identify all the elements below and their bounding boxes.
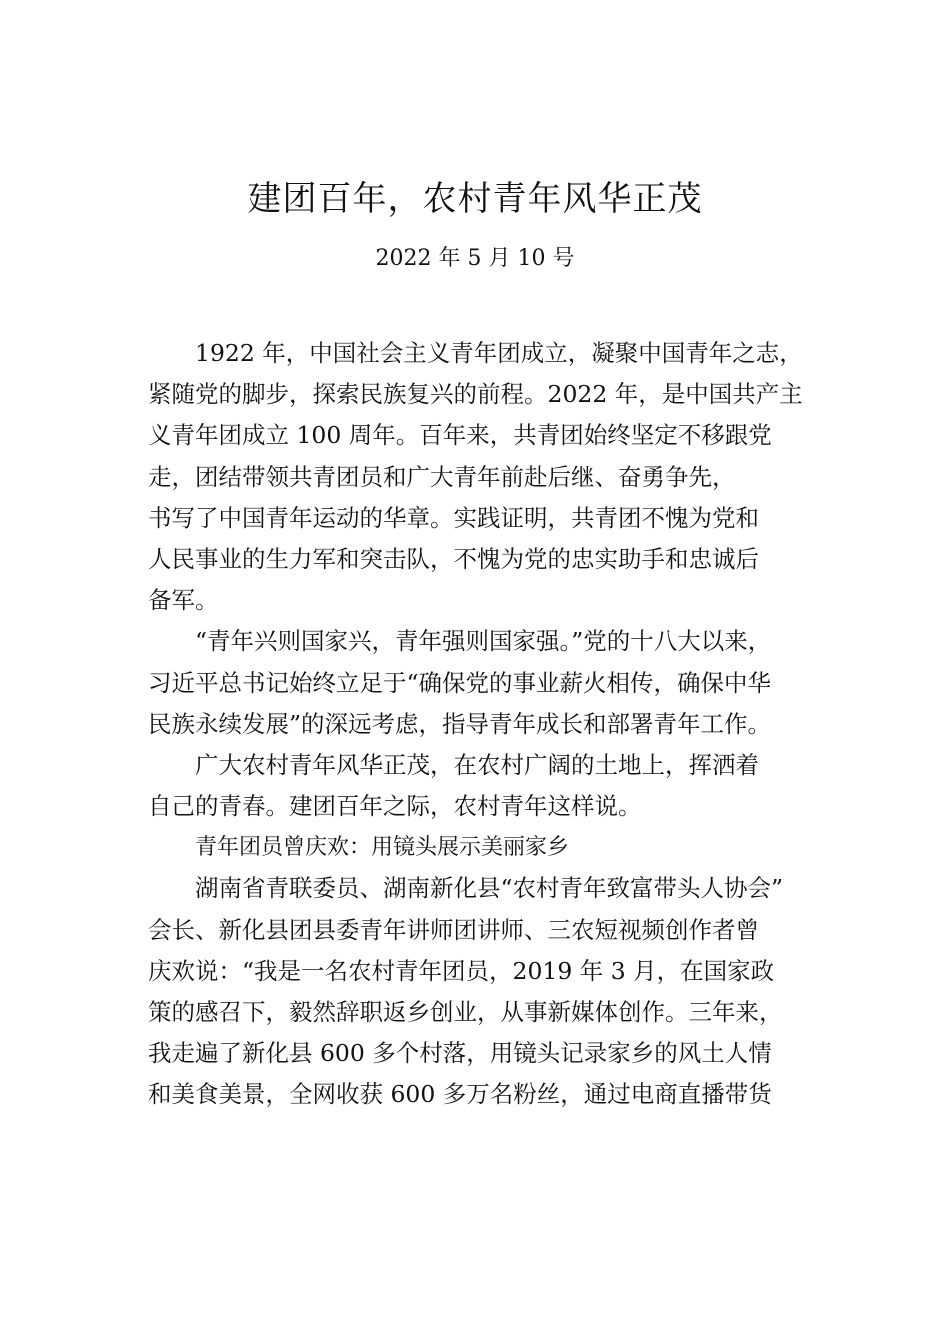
- paragraph-line: 湖南省青联委员、湖南新化县“农村青年致富带头人协会”: [195, 874, 784, 903]
- paragraph-line: 和美食美景，全网收获 600 多万名粉丝，通过电商直播带货: [148, 1080, 772, 1109]
- paragraph-quote: [148, 621, 828, 745]
- paragraph-line: 民族永续发展”的深远考虑，指导青年成长和部署青年工作。: [148, 709, 772, 738]
- paragraph-line: 义青年团成立 100 周年。百年来，共青团始终坚定不移跟党: [148, 421, 772, 450]
- paragraph-line: 我走遍了新化县 600 多个村落，用镜头记录家乡的风土人情: [148, 1039, 772, 1068]
- paragraph-line: 1922 年，中国社会主义青年团成立，凝聚中国青年之志，: [195, 339, 803, 367]
- paragraph-line: 广大农村青年风华正茂，在农村广阔的土地上，挥洒着: [195, 750, 759, 779]
- paragraph-zeng-qinghuan: [148, 868, 828, 1115]
- document-date: 2022 年 5 月 10 号: [375, 246, 575, 271]
- paragraph-line: 习近平总书记始终立足于“确保党的事业薪火相传，确保中华: [148, 668, 772, 697]
- paragraph-line: 自己的青春。建团百年之际，农村青年这样说。: [148, 792, 642, 821]
- paragraph-line: 会长、新化县团县委青年讲师团讲师、三农短视频创作者曾: [148, 915, 759, 944]
- paragraph-line: 紧随党的脚步，探索民族复兴的前程。2022 年，是中国共产主: [148, 380, 803, 409]
- paragraph-line: “青年兴则国家兴，青年强则国家强。”党的十八大以来，: [195, 627, 772, 656]
- document-body: [148, 333, 828, 1116]
- paragraph-line: 走，团结带领共青团员和广大青年前赴后继、奋勇争先，: [148, 462, 736, 491]
- paragraph-intro: [148, 333, 828, 621]
- paragraph-line: 策的感召下，毅然辞职返乡创业，从事新媒体创作。三年来，: [148, 998, 783, 1026]
- section-heading: 青年团员曾庆欢：用镜头展示美丽家乡: [195, 835, 570, 861]
- paragraph-line: 庆欢说：“我是一名农村青年团员，2019 年 3 月，在国家政: [148, 956, 775, 985]
- paragraph-rural-youth: [148, 745, 828, 827]
- paragraph-line: 书写了中国青年运动的华章。实践证明，共青团不愧为党和: [148, 503, 759, 532]
- document-title: 建团百年，农村青年风华正茂: [247, 179, 703, 219]
- paragraph-line: 备军。: [148, 586, 219, 615]
- paragraph-line: 人民事业的生力军和突击队，不愧为党的忠实助手和忠诚后: [148, 544, 759, 573]
